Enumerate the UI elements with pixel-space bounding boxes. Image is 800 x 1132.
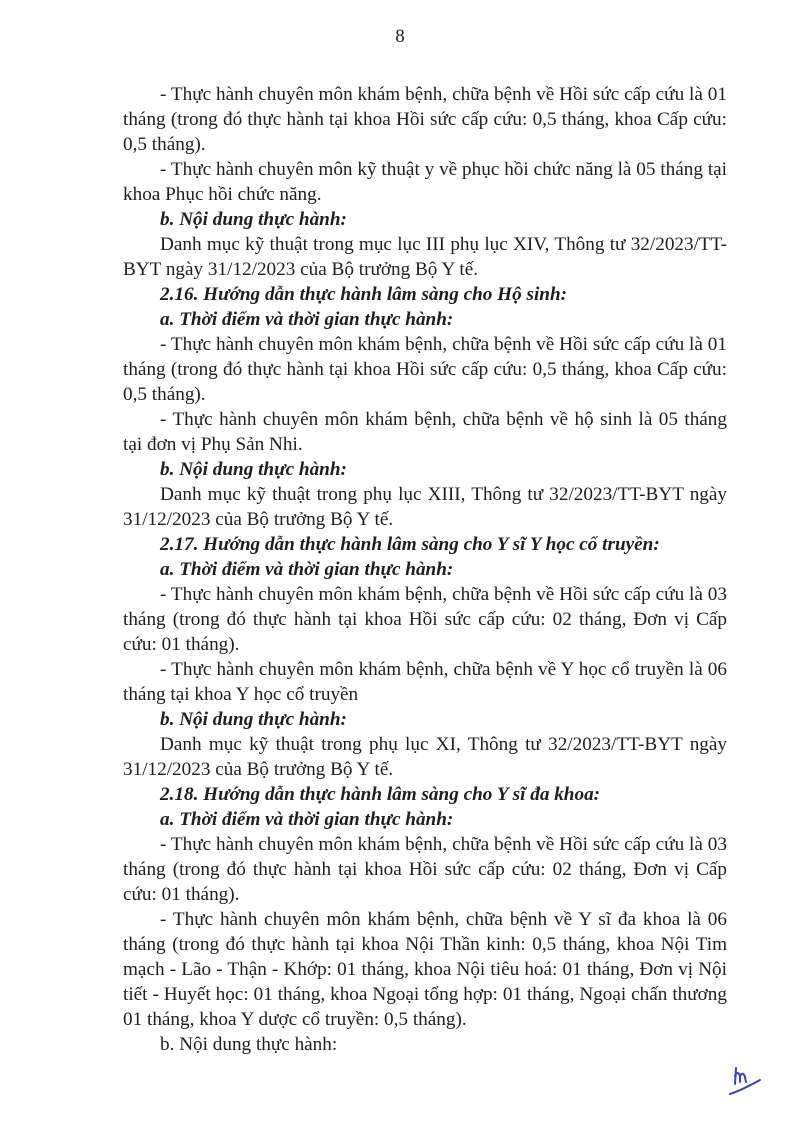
subsection-heading: a. Thời điểm và thời gian thực hành:: [160, 559, 454, 580]
document-body: [123, 82, 727, 1057]
bullet-paragraph: - Thực hành chuyên môn khám bệnh, chữa bệnh về Hồi sức cấp cứu là 03 tháng (trong đó thực hành tại khoa Hồi sức cấp cứu: 02 tháng, Đơn vị Cấp cứu: 01 tháng).: [123, 584, 727, 655]
section-heading: 2.18. Hướng dẫn thực hành lâm sàng cho Y sĩ đa khoa:: [160, 784, 601, 805]
bullet-paragraph: - Thực hành chuyên môn khám bệnh, chữa bệnh về hộ sinh là 05 tháng tại đơn vị Phụ Sản Nhi.: [123, 409, 727, 455]
bullet-paragraph: - Thực hành chuyên môn kỹ thuật y về phục hồi chức năng là 05 tháng tại khoa Phục hồi chức năng.: [123, 159, 727, 205]
bullet-paragraph: - Thực hành chuyên môn khám bệnh, chữa bệnh về Hồi sức cấp cứu là 03 tháng (trong đó thực hành tại khoa Hồi sức cấp cứu: 02 tháng, Đơn vị Cấp cứu: 01 tháng).: [123, 834, 727, 905]
initials-signature: [728, 1062, 768, 1102]
bullet-paragraph: - Thực hành chuyên môn khám bệnh, chữa bệnh về Y học cổ truyền là 06 tháng tại khoa Y học cổ truyền: [123, 659, 727, 705]
section-heading: 2.17. Hướng dẫn thực hành lâm sàng cho Y sĩ Y học cổ truyền:: [160, 534, 660, 555]
body-paragraph: Danh mục kỹ thuật trong mục lục III phụ lục XIV, Thông tư 32/2023/TT-BYT ngày 31/12/2023 của Bộ trưởng Bộ Y tế.: [123, 234, 727, 280]
body-paragraph: Danh mục kỹ thuật trong phụ lục XI, Thông tư 32/2023/TT-BYT ngày 31/12/2023 của Bộ trưởng Bộ Y tế.: [123, 734, 727, 780]
subsection-heading: b. Nội dung thực hành:: [160, 209, 347, 230]
bullet-paragraph: - Thực hành chuyên môn khám bệnh, chữa bệnh về Hồi sức cấp cứu là 01 tháng (trong đó thực hành tại khoa Hồi sức cấp cứu: 0,5 tháng, khoa Cấp cứu: 0,5 tháng).: [123, 334, 727, 405]
page-number: 8: [395, 26, 405, 47]
bullet-paragraph: - Thực hành chuyên môn khám bệnh, chữa bệnh về Y sĩ đa khoa là 06 tháng (trong đó thực hành tại khoa Nội Thần kinh: 0,5 tháng, khoa Nội Tim mạch - Lão - Thận - Khớp: 01 tháng, khoa Nội tiêu hoá: 01 tháng, Đơn vị Nội tiết - Huyết học: 01 tháng, khoa Ngoại tổng hợp: 01 tháng, Ngoại chấn thương 01 tháng, khoa Y dược cổ truyền: 0,5 tháng).: [123, 909, 727, 1030]
subsection-heading: b. Nội dung thực hành:: [160, 459, 347, 480]
body-paragraph: Danh mục kỹ thuật trong phụ lục XIII, Thông tư 32/2023/TT-BYT ngày 31/12/2023 của Bộ trưởng Bộ Y tế.: [123, 484, 727, 530]
section-heading: 2.16. Hướng dẫn thực hành lâm sàng cho Hộ sinh:: [160, 284, 568, 305]
subsection-heading: a. Thời điểm và thời gian thực hành:: [160, 309, 454, 330]
bullet-paragraph: - Thực hành chuyên môn khám bệnh, chữa bệnh về Hồi sức cấp cứu là 01 tháng (trong đó thực hành tại khoa Hồi sức cấp cứu: 0,5 tháng, khoa Cấp cứu: 0,5 tháng).: [123, 84, 727, 155]
subsection-heading: b. Nội dung thực hành:: [160, 709, 347, 730]
subsection-heading-plain: b. Nội dung thực hành:: [160, 1034, 338, 1055]
subsection-heading: a. Thời điểm và thời gian thực hành:: [160, 809, 454, 830]
